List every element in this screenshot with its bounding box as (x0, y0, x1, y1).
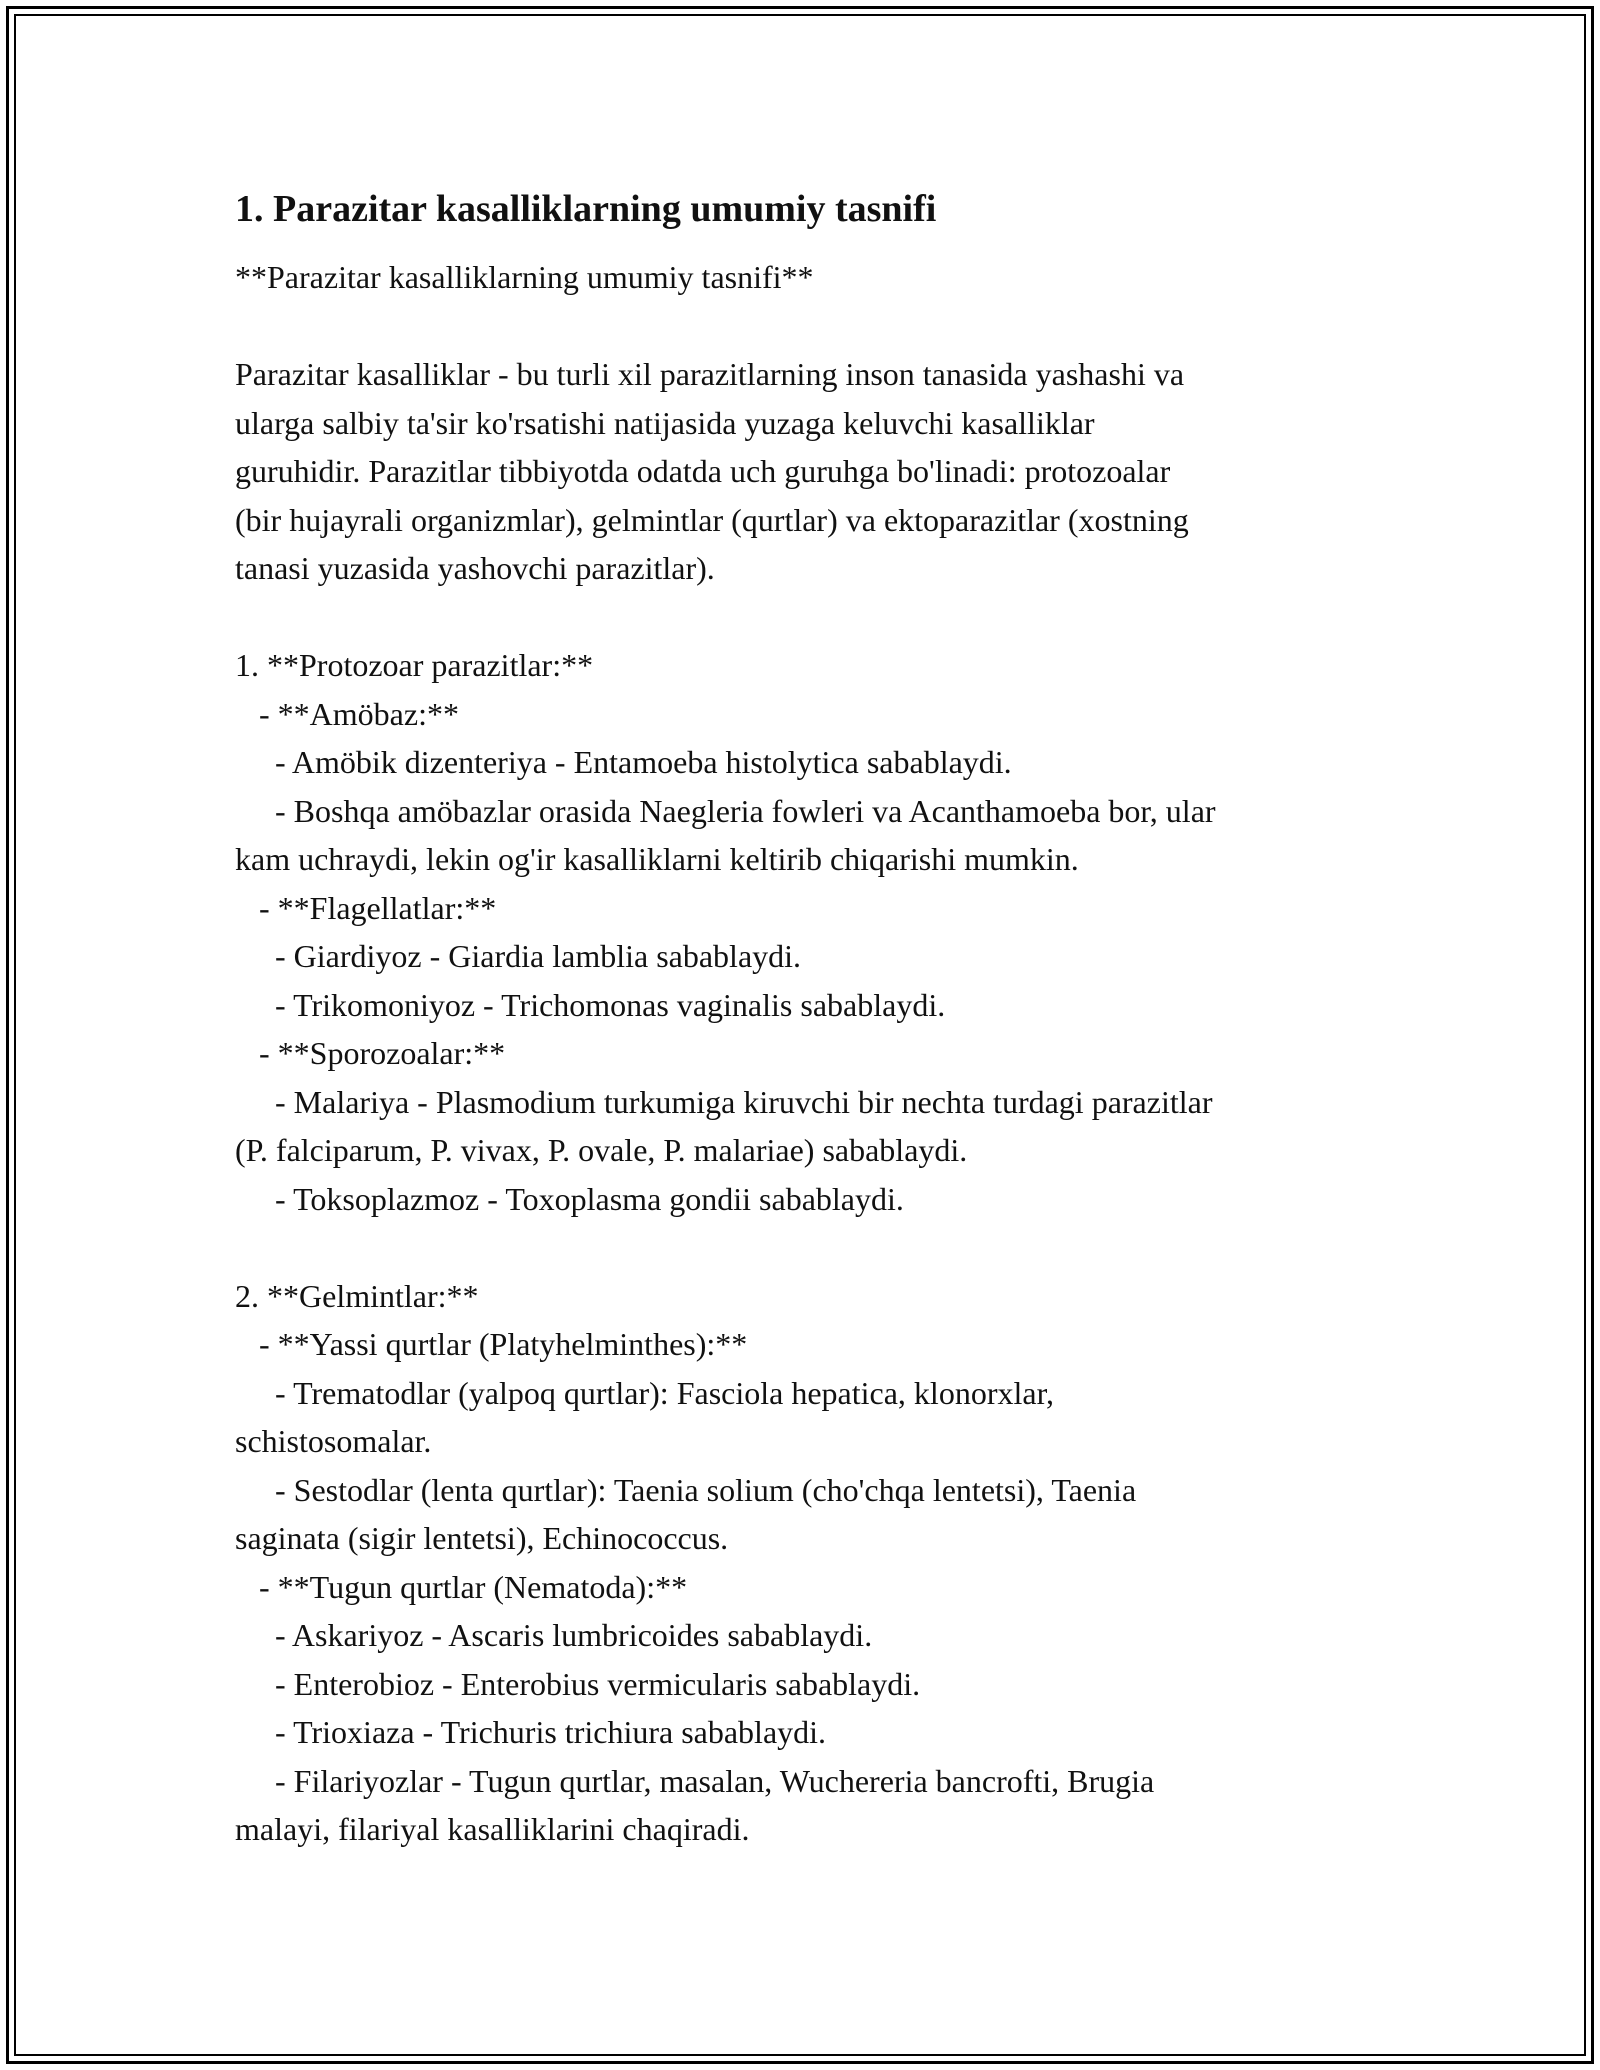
intro-line: tanasi yuzasida yashovchi parazitlar). (235, 550, 715, 586)
section-line: - Boshqa amöbazlar orasida Naegleria fowleri va Acanthamoeba bor, ular (235, 792, 1216, 829)
document-title: 1. Parazitar kasalliklarning umumiy tasnifi (235, 188, 937, 230)
section-line: (P. falciparum, P. vivax, P. ovale, P. malariae) sabablaydi. (235, 1132, 968, 1168)
subtitle-line: **Parazitar kasalliklarning umumiy tasnifi** (235, 259, 814, 295)
section-line: - Amöbik dizenteriya - Entamoeba histolytica sabablaydi. (235, 744, 1012, 780)
section-line: - Trematodlar (yalpoq qurtlar): Fasciola hepatica, klonorxlar, (235, 1374, 1054, 1411)
section-line: 2. **Gelmintlar:** (235, 1277, 479, 1314)
section-line: - Sestodlar (lenta qurtlar): Taenia solium (cho'chqa lentetsi), Taenia (235, 1471, 1137, 1508)
section-line: - **Yassi qurtlar (Platyhelminthes):** (235, 1326, 748, 1362)
intro-line: ularga salbiy ta'sir ko'rsatishi natijasida yuzaga keluvchi kasalliklar (235, 404, 1095, 441)
section-line: - Giardiyoz - Giardia lamblia sabablaydi. (235, 938, 802, 974)
protozoa-section (235, 641, 1375, 1223)
paragraph-gap (235, 593, 1375, 642)
section-line: - **Flagellatlar:** (235, 889, 497, 926)
helminth-section (235, 1272, 1375, 1854)
section-line: - **Amöbaz:** (235, 695, 459, 732)
section-line: - Trikomoniyoz - Trichomonas vaginalis sabablaydi. (235, 986, 946, 1023)
section-line: - Trioxiaza - Trichuris trichiura sabablaydi. (235, 1714, 827, 1750)
section-line: 1. **Protozoar parazitlar:** (235, 647, 594, 683)
section-line: kam uchraydi, lekin og'ir kasalliklarni keltirib chiqarishi mumkin. (235, 841, 1079, 877)
section-line: malayi, filariyal kasalliklarini chaqiradi. (235, 1811, 750, 1847)
section-line: - **Tugun qurtlar (Nematoda):** (235, 1568, 688, 1605)
section-line: - Malariya - Plasmodium turkumiga kiruvchi bir nechta turdagi parazitlar (235, 1083, 1213, 1120)
intro-line: guruhidir. Parazitlar tibbiyotda odatda uch guruhga bo'linadi: protozoalar (235, 453, 1171, 489)
section-line: saginata (sigir lentetsi), Echinococcus. (235, 1520, 729, 1556)
document-body (235, 185, 1375, 1854)
section-line: - Enterobioz - Enterobius vermicularis sabablaydi. (235, 1665, 921, 1702)
intro-paragraph (235, 350, 1375, 593)
paragraph-gap (235, 1223, 1375, 1272)
section-line: schistosomalar. (235, 1423, 432, 1459)
intro-line: Parazitar kasalliklar - bu turli xil parazitlarning inson tanasida yashashi va (235, 356, 1185, 392)
section-line: - Toksoplazmoz - Toxoplasma gondii sabablaydi. (235, 1180, 904, 1217)
section-line: - Askariyoz - Ascaris lumbricoides sabablaydi. (235, 1617, 873, 1653)
intro-line: (bir hujayrali organizmlar), gelmintlar (qurtlar) va ektoparazitlar (xostning (235, 501, 1189, 538)
section-line: - **Sporozoalar:** (235, 1035, 506, 1071)
section-line: - Filariyozlar - Tugun qurtlar, masalan, Wuchereria bancrofti, Brugia (235, 1762, 1155, 1799)
paragraph-gap (235, 302, 1375, 351)
